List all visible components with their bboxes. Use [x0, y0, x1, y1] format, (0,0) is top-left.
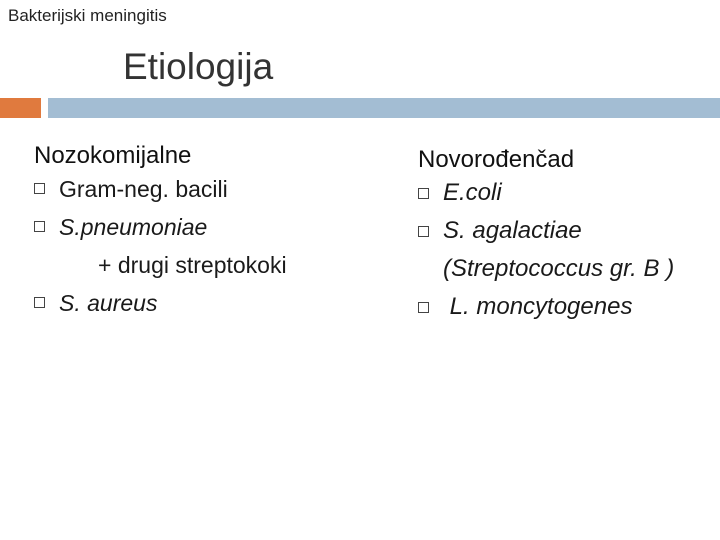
list-item-continuation: + drugi streptokoki [98, 252, 287, 278]
list-item-text: S.pneumoniae [59, 214, 208, 240]
square-bullet-icon [34, 297, 45, 308]
list-item [34, 170, 354, 208]
list-item-text: E.coli [443, 179, 502, 206]
slide-title: Etiologija [123, 46, 274, 87]
square-bullet-icon [418, 226, 429, 237]
list-item [418, 212, 720, 288]
list-item [418, 174, 720, 212]
list-item-text: S. agalactiae (Streptococcus gr. B ) [443, 217, 675, 282]
square-bullet-icon [34, 221, 45, 232]
accent-bar-orange [0, 98, 41, 118]
list-item [34, 284, 354, 322]
header-label: Bakterijski meningitis [8, 6, 167, 25]
list-item [418, 288, 720, 326]
list-item [34, 208, 354, 246]
square-bullet-icon [34, 183, 45, 194]
square-bullet-icon [418, 188, 429, 199]
square-bullet-icon [418, 302, 429, 313]
list-item-text: L. moncytogenes [443, 293, 633, 320]
accent-bar-blue [48, 98, 720, 118]
right-column [418, 146, 720, 326]
list-item-text: Gram-neg. bacili [59, 176, 228, 202]
right-heading: Novorođenčad [418, 146, 575, 173]
list-item-text: S. aureus [59, 290, 158, 316]
left-heading: Nozokomijalne [34, 142, 192, 169]
left-column [34, 142, 354, 322]
